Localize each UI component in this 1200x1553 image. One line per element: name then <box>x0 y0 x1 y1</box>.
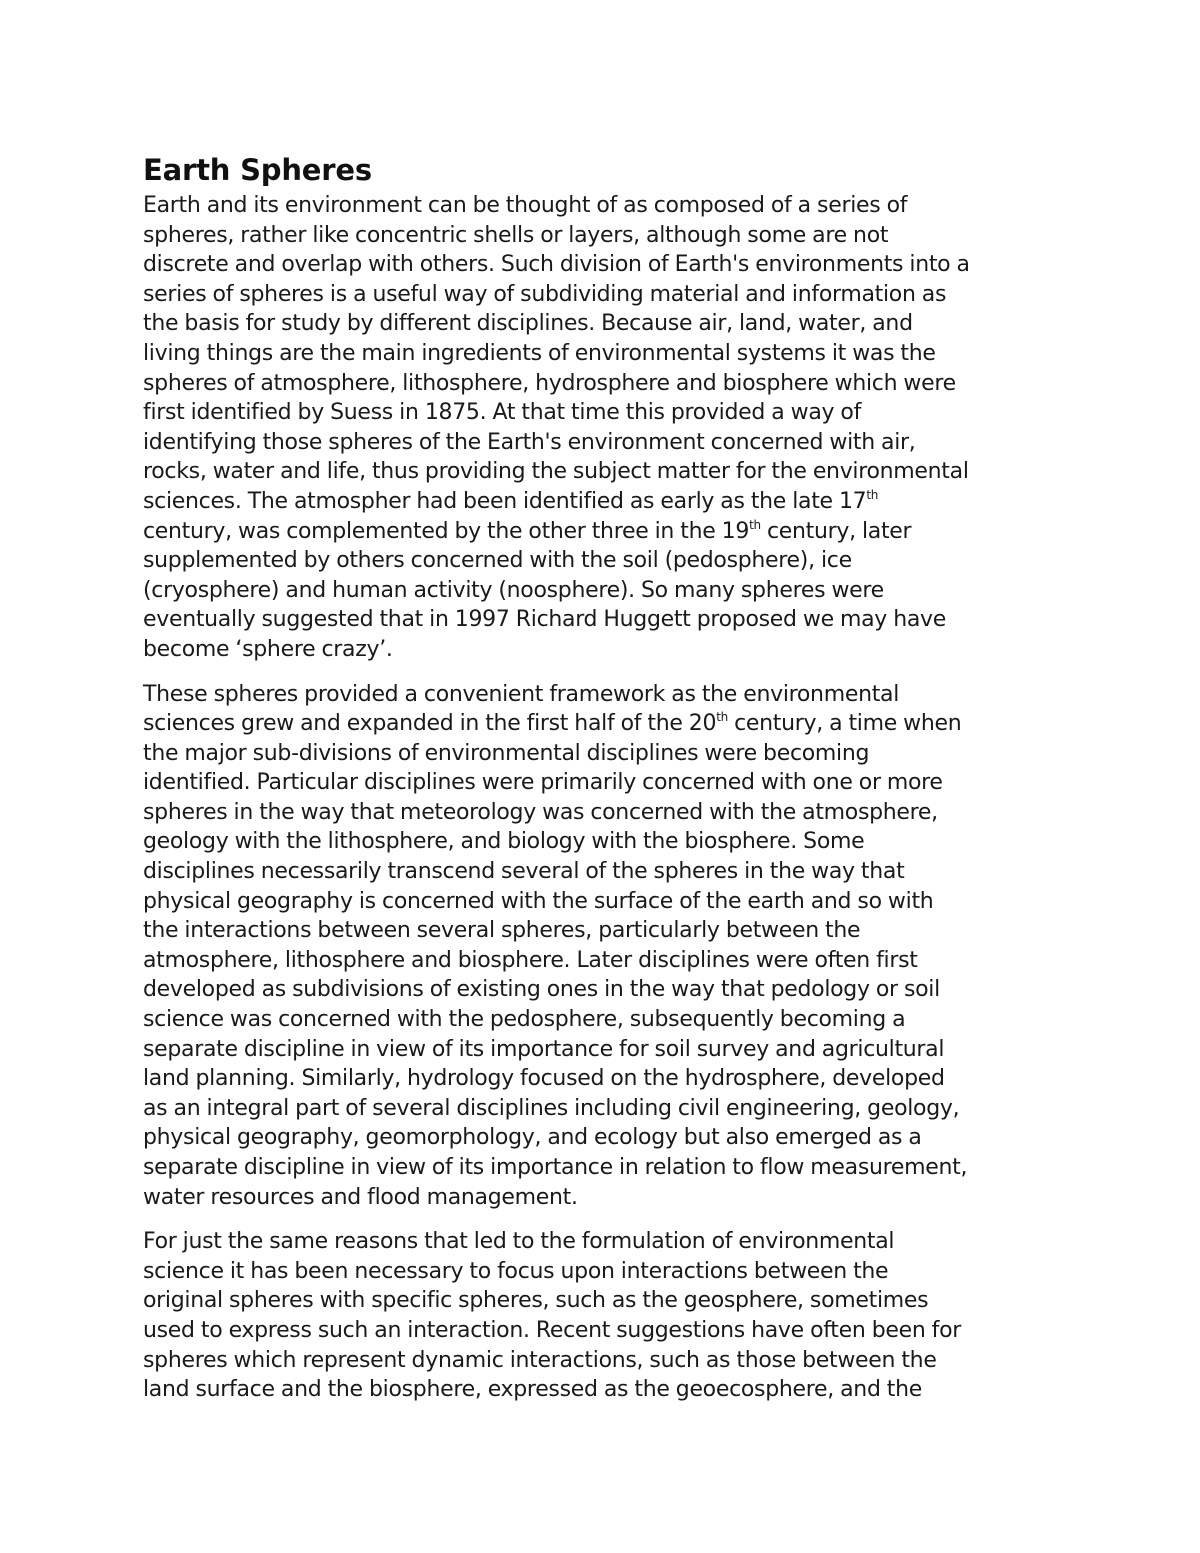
document-page <box>143 150 1068 1420</box>
text-segment: spheres of atmosphere, lithosphere, hydrosphere and biosphere which were <box>143 370 956 396</box>
text-line <box>143 975 1068 1005</box>
text-line <box>143 768 1068 798</box>
text-line <box>143 250 1068 280</box>
text-line <box>143 546 1068 576</box>
text-line <box>143 221 1068 251</box>
text-segment: spheres, rather like concentric shells or layers, although some are not <box>143 222 889 248</box>
document-body <box>143 191 1068 1405</box>
text-segment: eventually suggested that in 1997 Richard Huggett proposed we may have <box>143 607 946 633</box>
text-line <box>143 487 1068 517</box>
text-segment: These spheres provided a convenient framework as the environmental <box>143 681 900 707</box>
text-segment: become ‘sphere crazy’. <box>143 636 393 662</box>
text-segment: physical geography, geomorphology, and ecology but also emerged as a <box>143 1125 922 1151</box>
text-line <box>143 1035 1068 1065</box>
text-segment: series of spheres is a useful way of subdividing material and information as <box>143 281 947 307</box>
text-segment: science it has been necessary to focus upon interactions between the <box>143 1258 889 1284</box>
text-line <box>143 1375 1068 1405</box>
text-segment: rocks, water and life, thus providing the subject matter for the environmental <box>143 459 969 485</box>
text-line <box>143 339 1068 369</box>
text-segment: supplemented by others concerned with the soil (pedosphere), ice <box>143 548 852 574</box>
text-segment: the major sub-divisions of environmental disciplines were becoming <box>143 740 870 766</box>
text-segment: disciplines necessarily transcend several of the spheres in the way that <box>143 859 905 885</box>
body-paragraph <box>143 1227 1068 1405</box>
text-line <box>143 709 1068 739</box>
text-segment: separate discipline in view of its importance in relation to flow measurement, <box>143 1155 968 1180</box>
ordinal-superscript: th <box>716 710 728 725</box>
text-segment: physical geography is concerned with the surface of the earth and so with <box>143 888 934 914</box>
text-line <box>143 369 1068 399</box>
text-segment: geology with the lithosphere, and biology with the biosphere. Some <box>143 829 865 855</box>
text-line <box>143 309 1068 339</box>
text-segment: sciences grew and expanded in the first half of the 20 <box>143 711 717 737</box>
text-segment: used to express such an interaction. Recent suggestions have often been for <box>143 1317 962 1343</box>
text-line <box>143 680 1068 710</box>
text-line <box>143 946 1068 976</box>
text-segment: land surface and the biosphere, expressed as the geoecosphere, and the <box>143 1377 923 1403</box>
text-segment: science was concerned with the pedosphere, subsequently becoming a <box>143 1007 906 1033</box>
text-line <box>143 1227 1068 1257</box>
text-line <box>143 398 1068 428</box>
text-segment: spheres which represent dynamic interactions, such as those between the <box>143 1347 937 1373</box>
body-paragraph <box>143 191 1068 665</box>
text-segment: original spheres with specific spheres, such as the geosphere, sometimes <box>143 1288 929 1314</box>
text-segment: identified. Particular disciplines were primarily concerned with one or more <box>143 770 943 796</box>
text-segment: discrete and overlap with others. Such division of Earth's environments into a <box>143 252 970 278</box>
text-line <box>143 1094 1068 1124</box>
text-line <box>143 635 1068 665</box>
text-segment: first identified by Suess in 1875. At that time this provided a way of <box>143 400 862 426</box>
text-line <box>143 827 1068 857</box>
text-line <box>143 1183 1068 1213</box>
text-line <box>143 280 1068 310</box>
text-segment: sciences. The atmospher had been identified as early as the late 17 <box>143 488 867 514</box>
text-segment: atmosphere, lithosphere and biosphere. Later disciplines were often first <box>143 947 918 973</box>
text-segment: the interactions between several spheres, particularly between the <box>143 918 861 944</box>
text-segment: water resources and flood management. <box>143 1184 578 1210</box>
text-line <box>143 798 1068 828</box>
document-title: Earth Spheres <box>143 153 372 187</box>
text-line <box>143 1153 1068 1183</box>
text-line <box>143 1346 1068 1376</box>
text-line <box>143 739 1068 769</box>
text-line <box>143 1257 1068 1287</box>
text-segment: land planning. Similarly, hydrology focused on the hydrosphere, developed <box>143 1066 945 1092</box>
text-segment: identifying those spheres of the Earth's environment concerned with air, <box>143 429 916 455</box>
text-line <box>143 916 1068 946</box>
text-segment: Earth and its environment can be thought of as composed of a series of <box>143 193 908 218</box>
text-line <box>143 1123 1068 1153</box>
text-segment: as an integral part of several disciplines including civil engineering, geology, <box>143 1095 960 1121</box>
text-line <box>143 605 1068 635</box>
text-line <box>143 517 1068 547</box>
text-line <box>143 857 1068 887</box>
text-segment: the basis for study by different disciplines. Because air, land, water, and <box>143 311 913 337</box>
text-segment: spheres in the way that meteorology was concerned with the atmosphere, <box>143 799 938 825</box>
text-segment: developed as subdivisions of existing ones in the way that pedology or soil <box>143 977 940 1003</box>
text-segment: century, later <box>760 518 912 544</box>
text-line <box>143 428 1068 458</box>
text-segment: living things are the main ingredients of environmental systems it was the <box>143 340 936 366</box>
text-line <box>143 887 1068 917</box>
text-line <box>143 1286 1068 1316</box>
body-paragraph <box>143 680 1068 1213</box>
text-line <box>143 576 1068 606</box>
text-segment: (cryosphere) and human activity (noosphere). So many spheres were <box>143 577 884 603</box>
text-line <box>143 191 1068 221</box>
ordinal-superscript: th <box>866 487 879 502</box>
text-segment: century, was complemented by the other three in the 19 <box>143 518 750 544</box>
text-line <box>143 1005 1068 1035</box>
text-line <box>143 1316 1068 1346</box>
ordinal-superscript: th <box>749 517 761 532</box>
text-segment: separate discipline in view of its importance for soil survey and agricultural <box>143 1036 945 1062</box>
text-line <box>143 1064 1068 1094</box>
text-line <box>143 457 1068 487</box>
text-segment: century, a time when <box>727 711 962 737</box>
text-segment: For just the same reasons that led to the formulation of environmental <box>143 1229 895 1255</box>
